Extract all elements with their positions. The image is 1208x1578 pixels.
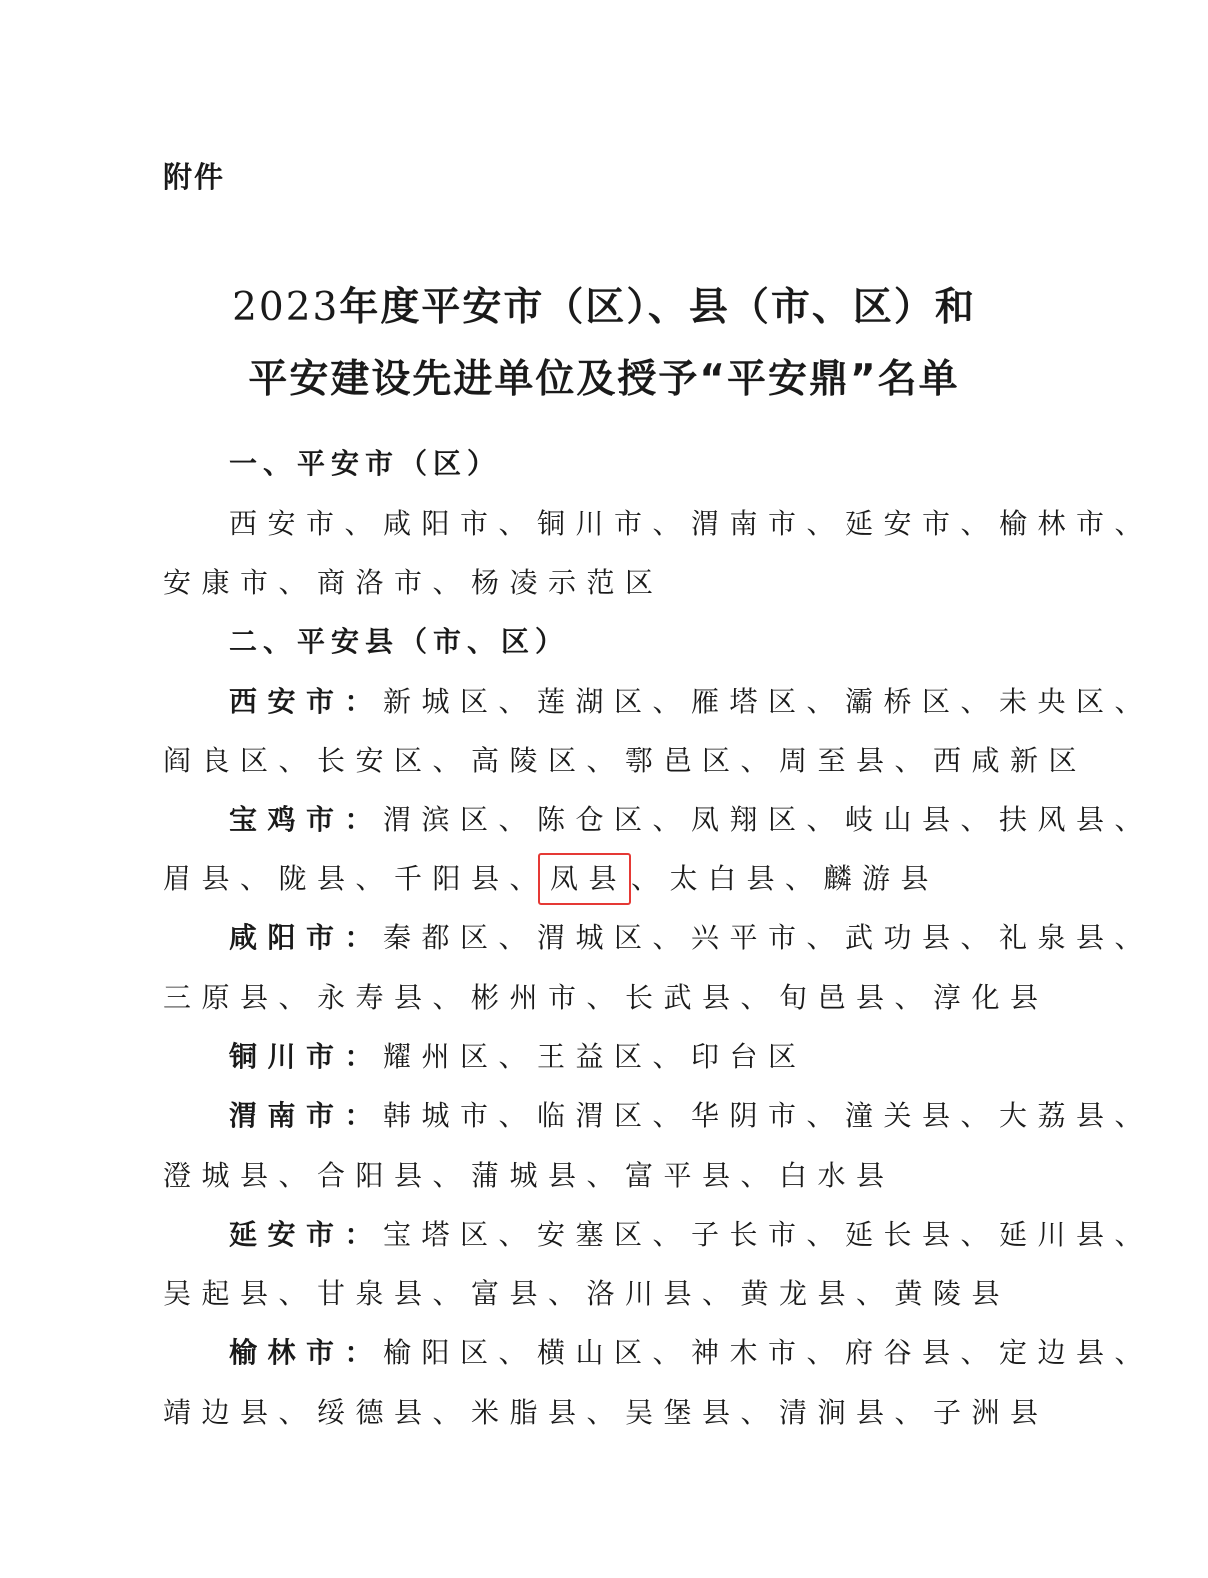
title-line-1 — [0, 276, 1208, 332]
weinan-line-2: 澄城县、合阳县、蒲城县、富平县、白水县 — [163, 1159, 895, 1192]
city-label-baoji: 宝鸡市： — [229, 803, 384, 836]
city-label-tongchuan: 铜川市： — [229, 1040, 384, 1073]
yanan-line-2: 吴起县、甘泉县、富县、洛川县、黄龙县、黄陵县 — [163, 1277, 1011, 1310]
yanan-line-1 — [229, 1215, 1154, 1255]
baoji-list-1: 渭滨区、陈仓区、凤翔区、岐山县、扶风县、 — [383, 803, 1154, 836]
baoji-list-2-post: 、太白县、麟游县 — [631, 862, 940, 895]
yanan-list-1: 宝塔区、安塞区、子长市、延长县、延川县、 — [383, 1218, 1154, 1251]
city-label-weinan: 渭南市： — [229, 1099, 384, 1132]
weinan-line-1 — [229, 1096, 1154, 1136]
xian-list-1: 新城区、莲湖区、雁塔区、灞桥区、未央区、 — [383, 685, 1154, 718]
weinan-list-1: 韩城市、临渭区、华阴市、潼关县、大荔县、 — [383, 1099, 1154, 1132]
city-label-xian: 西安市： — [229, 685, 384, 718]
xian-line-2: 阎良区、长安区、高陵区、鄠邑区、周至县、西咸新区 — [163, 744, 1088, 777]
xianyang-line-2: 三原县、永寿县、彬州市、长武县、旬邑县、淳化县 — [163, 981, 1049, 1014]
xianyang-list-1: 秦都区、渭城区、兴平市、武功县、礼泉县、 — [383, 921, 1154, 954]
baoji-list-2-pre: 眉县、陇县、千阳县、 — [163, 862, 549, 895]
title-year: 2023 — [232, 285, 340, 330]
section-1-line-2: 安康市、商洛市、杨凌示范区 — [163, 566, 664, 599]
baoji-line-2 — [163, 859, 1063, 899]
yulin-line-2: 靖边县、绥德县、米脂县、吴堡县、清涧县、子洲县 — [163, 1396, 1049, 1429]
baoji-line-1 — [229, 800, 1154, 840]
title-line-2: 平安建设先进单位及授予“平安鼎”名单 — [248, 357, 960, 402]
tongchuan-line-1 — [229, 1037, 1129, 1077]
title-line-1-text: 年度平安市（区）、县（市、区）和 — [339, 285, 976, 330]
section-2-heading: 二、平安县（市、区） — [229, 625, 570, 658]
yulin-list-1: 榆阳区、横山区、神木市、府谷县、定边县、 — [383, 1336, 1154, 1369]
city-label-yanan: 延安市： — [229, 1218, 384, 1251]
xian-line-1 — [229, 682, 1154, 722]
section-1-heading: 一、平安市（区） — [229, 447, 502, 480]
tongchuan-list-1: 耀州区、王益区、印台区 — [383, 1040, 807, 1073]
highlighted-county: 凤县 — [538, 853, 631, 905]
xianyang-line-1 — [229, 918, 1154, 958]
city-label-xianyang: 咸阳市： — [229, 921, 384, 954]
yulin-line-1 — [229, 1333, 1154, 1373]
section-1-line-1: 西安市、咸阳市、铜川市、渭南市、延安市、榆林市、 — [229, 507, 1154, 540]
city-label-yulin: 榆林市： — [229, 1336, 384, 1369]
attachment-label: 附件 — [163, 160, 226, 194]
